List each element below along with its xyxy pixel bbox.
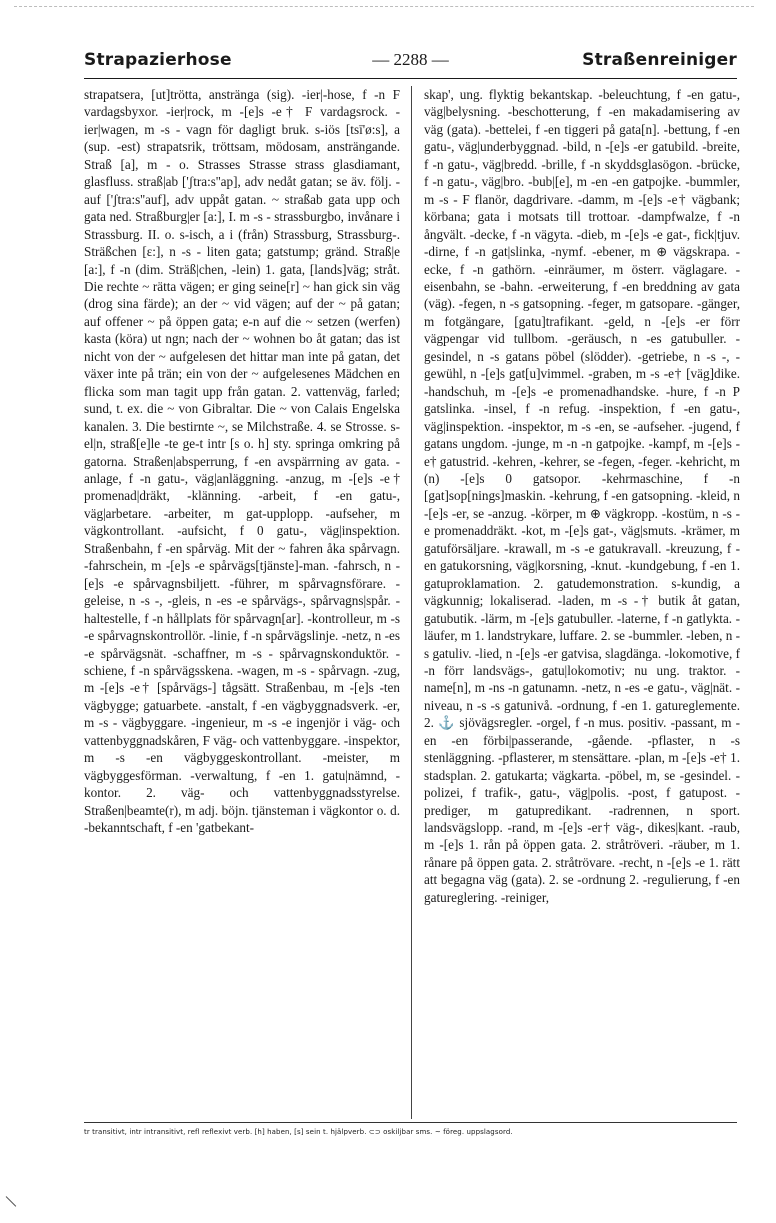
column-divider <box>411 86 412 1119</box>
right-column <box>424 86 740 906</box>
footer-rule <box>84 1122 737 1123</box>
scan-edge-line <box>14 6 754 7</box>
right-headword: Straßenreiniger <box>582 50 737 70</box>
left-column <box>84 86 400 836</box>
scan-mark <box>6 1196 17 1207</box>
page-number: — 2288 — <box>372 50 449 69</box>
abbreviation-legend: tr transitivt, intr intransitivt, refl reflexivt verb. [h] haben, [s] sein t. hjälpverb. ⊂⊃ oskiljbar sms. ~ föreg. uppslagsord. <box>84 1128 513 1136</box>
header-rule <box>84 78 737 79</box>
left-headword: Strapazierhose <box>84 50 232 70</box>
left-column-text: strapatsera, [ut]trötta, anstränga (sig). -ier|-hose, f -n F vardagsbyxor. -ier|rock, m -[e]s -e† F vardagsrock. -ier|wagen, m -s - vagn för dagligt bruk. s-iös [tsī'ø:s], a (sup. -est) strapatsrik, tröttsam, mödosam, ansträngande. Straß [a], m - o. Strasses Strasse strass glasdiamant, glasfluss. straß|ab ['ʃtra:s''ap], adv nedåt gatan; se äv. följ. -auf ['ʃtra:s''auf], adv uppåt gatan. ~ straßab gata upp och gata ned. Straßburg|er [a:], I. m -s - strassburgbo, invånare i Strassburg. II. o. s-isch, a i (från) Strassburg, Strassburg-. Sträßchen [ε:], n -s - liten gata; gatstump; gränd. Straß|e [a:], f -n (dim. Sträß|chen, -lein) 1. gata, [lands]väg; stråt. Die rechte ~ rätta vägen; er ging seine[r] ~ han gick sin väg (drog sina färde); an der ~ vid vägen; auf der ~ på gatan; auf offener ~ på öppen gata; e-n auf die ~ setzen (werfen) kasta (köra) ut ngn; nach der ~ wohnen bo åt gatan; das ist nicht von der ~ aufgelesen det hittar man inte på gatan, det växer inte på trän; ein von der ~ aufgelesenes Mädchen en flicka som man tagit upp från gatan. 2. vattenväg, farled; sund, t. ex. die ~ von Gibraltar. Die ~ von Calais Engelska kanalen. 3. Die bestirnte ~, se Milchstraße. 4. se Strosse. s-el|n, straß[e]le -te ge-t intr [s o. h] sty. springa omkring på gatorna. Straßen|absperrung, f -en avspärrning av gata. -anlage, f -n gatu-, väg|anläggning. -anzug, m -[e]s -e† promenad|dräkt, -klänning. -arbeit, f -en gatu-, väg|arbetare. -arbeiter, m gat-upplopp. -aufseher, m vägkontrollant. -aufsicht, f 0 gatu-, väg|inspektion. Straßenbahn, f -en spårväg. Mit der ~ fahren åka spårvagn. -fahrschein, m -[e]s -e spårvägs[tjänste]-man. -fahrsch, n -[e]s -e spårvagnsbiljett. -führer, m spårvagnsförare. -geleise, n -s -, -gleis, n -es -e spårvägs-, spårvagns|spår. -haltestelle, f -n hållplats för spårvagn[ar]. -kontrolleur, m -s -e spårvagnskontrollör. -linie, f -n spårvägslinje. -netz, n -es -e spårvägsnät. -schaffner, m -s - spårvagnskonduktör. -schiene, f -n spårvägsskena. -wagen, m -s - spårvagn. -zug, m -[e]s -e† [spårvägs-] tågsätt. Straßenbau, m -[e]s -ten vägbygge; gatuarbete. -anstalt, f -en vägbyggnadsverk. -er, m -s - vägbyggare. -ingenieur, m -s -e ingenjör i väg- och vattenbyggnadskåren, F väg- och vattenbyggare. -inspektor, m -s -en vägbyggeskontrollant. -meister, m vägbyggesförman. -verwaltung, f -en 1. gatu|nämnd, -kontor. 2. väg- och vattenbyggnadsstyrelse. Straßen|beamte(r), m adj. böjn. tjänsteman i vägkontor o. d. -bekanntschaft, f -en 'gatbekant- <box>84 87 400 836</box>
page-header <box>84 50 737 76</box>
right-column-text: skap', ung. flyktig bekantskap. -beleuchtung, f -en gatu-, väg|belysning. -beschotterung, f -en makadamisering av väg (gata). -bettelei, f -en tiggeri på gata[n]. -bettung, f -en gatu-, väg|underbyggnad. -bild, n -[e]s -er gatubild. -breite, f -n gatu-, väg|bredd. -brille, f -n skyddsglasögon. -brücke, f -n gatu-, väg|bro. -bub|[e], m -en -en gatpojke. -bummler, m -s - F flanör, dagdrivare. -damm, m -[e]s -e† vägbank; körbana; gata i motsats till trottoar. -dampfwalze, f -n ångvält. -decke, f -n vägyta. -dieb, m -[e]s -e gat-, fick|tjuv. -dirne, f -n gat|slinka, -nymf. -ebener, m ⊕ vägskrapa. -ecke, f -n gathörn. -einräumer, m österr. väglagare. -eisenbahn, se -bahn. -erweiterung, f -en breddning av gata (väg). -fegen, n -s gatsopning. -feger, m gatsopare. -gänger, m fotgängare, [gatu]trafikant. -geld, n -[e]s -er förr vägpengar vid tullbom. -geräusch, n -es gatubuller. -gesindel, n -s gatans pöbel (slödder). -getriebe, n -s -, -gewühl, n -[e]s gat[u]vimmel. -graben, m -s -e† [väg]dike. -handschuh, m -[e]s -e promenadhandske. -hure, f -n P gatslinka. -insel, f -n refug. -inspektion, f -en gatu-, väg|inspektion. -inspektor, m -s -en, se -aufseher. -jugend, f gatans ungdom. -junge, m -n -n gatpojke. -kampf, m -[e]s -e† gatustrid. -kehren, -kehrer, se -fegen, -feger. -kehricht, m (n) -[e]s 0 gatsopor. -kehrmaschine, f -n [gat]sop[nings]maskin. -kehrung, f -en gatsopning. -kleid, n -[e]s -er, se -anzug. -körper, m ⊕ vägkropp. -kostüm, n -s -e promenaddräkt. -kot, m -[e]s gat-, väg|smuts. -krämer, m gatuförsäljare. -krawall, m -s -e gatukravall. -kreuzung, f -en gatukorsning, väg|korsning, -knut. -kundgebung, f -en 1. gatuproklamation. 2. gatudemonstration. s-kundig, a vägkunnig; lokaliserad. -laden, m -s -† butik åt gatan, gatubutik. -lärm, m -[e]s gatubuller. -laterne, f -n gatlykta. -läufer, m 1. landstrykare, luffare. 2. se -bummler. -leben, n -s gatuliv. -lied, n -[e]s -er gatvisa, slagdänga. -lokomotive, f -n förr landsvägs-, gatu|lokomotiv; nu ung. traktor. -name[n], m -ns -n gatunamn. -netz, n -es -e gatu-, väg|nät. -niveau, n -s -s gatunivå. -ordnung, f -en 1. gatureglemente. 2. ⚓ sjövägsregler. -orgel, f -n mus. positiv. -passant, m -en -en förbi|passerande, -gående. -pflaster, n -s stenläggning. -pflasterer, m stensättare. -plan, m -[e]s -e† 1. stadsplan. 2. gatukarta; vägkarta. -pöbel, m, se -gesindel. -polizei, f trafik-, gatu-, väg|polis. -post, f gatupost. -prediger, m gatupredikant. -radrennen, n sport. landsvägslopp. -rand, m -[e]s -er† väg-, dikes|kant. -raub, m -[e]s 1. rån på öppen gata. 2. stråtröveri. -räuber, m 1. rånare på öppen gata. 2. stråtrövare. -recht, n -[e]s -e 1. rätt att begagna väg (gata). 2. se -ordnung 2. -regulierung, f -en gatureglering. -reiniger, <box>424 87 740 905</box>
